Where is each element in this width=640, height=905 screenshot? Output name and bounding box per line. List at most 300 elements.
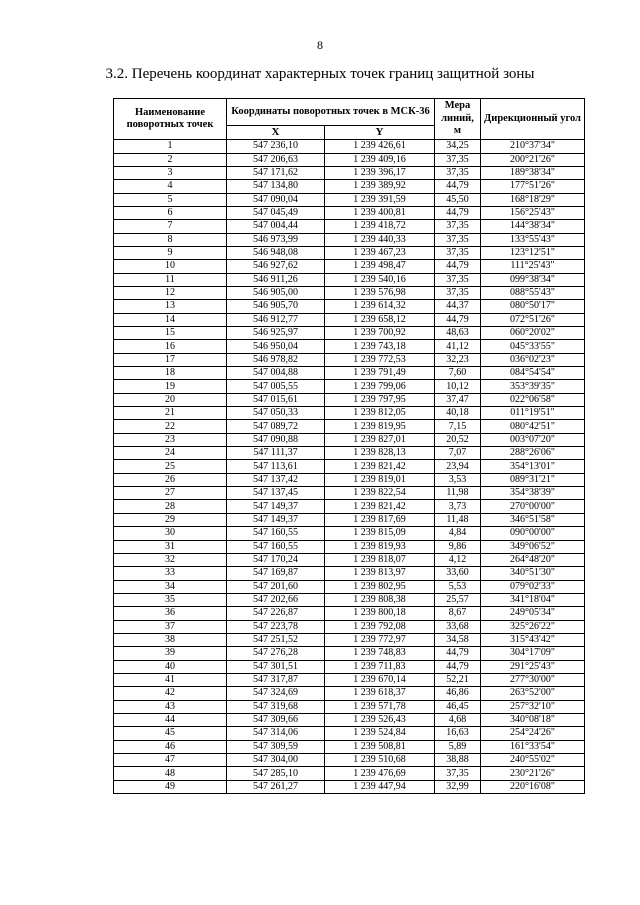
line-length-cell: 44,79 — [435, 647, 481, 660]
x-coordinate-cell: 547 276,28 — [227, 647, 325, 660]
direction-angle-cell: 240°55'02" — [481, 754, 585, 767]
point-number-cell: 35 — [114, 593, 227, 606]
y-coordinate-cell: 1 239 821,42 — [325, 500, 435, 513]
point-number-cell: 5 — [114, 193, 227, 206]
line-length-cell: 9,86 — [435, 540, 481, 553]
direction-angle-cell: 200°21'26" — [481, 153, 585, 166]
direction-angle-cell: 011°19'51" — [481, 407, 585, 420]
x-coordinate-cell: 547 137,45 — [227, 487, 325, 500]
line-length-cell: 25,57 — [435, 593, 481, 606]
y-coordinate-cell: 1 239 498,47 — [325, 260, 435, 273]
direction-angle-cell: 111°25'43" — [481, 260, 585, 273]
table-row — [114, 313, 585, 326]
direction-angle-cell: 089°31'21" — [481, 473, 585, 486]
direction-angle-cell: 022°06'58" — [481, 393, 585, 406]
x-coordinate-cell: 547 314,06 — [227, 727, 325, 740]
point-number-cell: 4 — [114, 180, 227, 193]
point-number-cell: 25 — [114, 460, 227, 473]
x-coordinate-cell: 547 004,44 — [227, 220, 325, 233]
x-coordinate-cell: 547 170,24 — [227, 553, 325, 566]
point-number-cell: 28 — [114, 500, 227, 513]
point-number-cell: 6 — [114, 206, 227, 219]
table-row — [114, 487, 585, 500]
point-number-cell: 42 — [114, 687, 227, 700]
table-row — [114, 553, 585, 566]
table-row — [114, 433, 585, 446]
y-coordinate-cell: 1 239 700,92 — [325, 327, 435, 340]
y-coordinate-cell: 1 239 440,33 — [325, 233, 435, 246]
x-coordinate-cell: 546 978,82 — [227, 353, 325, 366]
direction-angle-cell: 325°26'22" — [481, 620, 585, 633]
line-length-cell: 48,63 — [435, 327, 481, 340]
direction-angle-cell: 189°38'34" — [481, 166, 585, 179]
y-coordinate-cell: 1 239 571,78 — [325, 700, 435, 713]
line-length-cell: 44,79 — [435, 180, 481, 193]
table-row — [114, 593, 585, 606]
point-number-cell: 11 — [114, 273, 227, 286]
table-row — [114, 180, 585, 193]
point-number-cell: 27 — [114, 487, 227, 500]
y-coordinate-cell: 1 239 576,98 — [325, 286, 435, 299]
direction-angle-cell: 144°38'34" — [481, 220, 585, 233]
table-row — [114, 340, 585, 353]
y-coordinate-cell: 1 239 772,97 — [325, 633, 435, 646]
header-line-length: Мера линий, м — [435, 99, 481, 140]
table-row — [114, 620, 585, 633]
x-coordinate-cell: 547 309,59 — [227, 740, 325, 753]
point-number-cell: 40 — [114, 660, 227, 673]
y-coordinate-cell: 1 239 391,59 — [325, 193, 435, 206]
direction-angle-cell: 354°38'39" — [481, 487, 585, 500]
point-number-cell: 1 — [114, 140, 227, 153]
point-number-cell: 15 — [114, 327, 227, 340]
line-length-cell: 37,35 — [435, 767, 481, 780]
point-number-cell: 49 — [114, 780, 227, 793]
table-row — [114, 673, 585, 686]
line-length-cell: 37,35 — [435, 273, 481, 286]
y-coordinate-cell: 1 239 821,42 — [325, 460, 435, 473]
table-row — [114, 633, 585, 646]
y-coordinate-cell: 1 239 817,69 — [325, 513, 435, 526]
point-number-cell: 29 — [114, 513, 227, 526]
y-coordinate-cell: 1 239 813,97 — [325, 567, 435, 580]
line-length-cell: 7,07 — [435, 447, 481, 460]
point-number-cell: 16 — [114, 340, 227, 353]
y-coordinate-cell: 1 239 827,01 — [325, 433, 435, 446]
x-coordinate-cell: 546 905,70 — [227, 300, 325, 313]
line-length-cell: 37,35 — [435, 246, 481, 259]
direction-angle-cell: 156°25'43" — [481, 206, 585, 219]
x-coordinate-cell: 547 149,37 — [227, 513, 325, 526]
table-row — [114, 580, 585, 593]
line-length-cell: 44,79 — [435, 313, 481, 326]
x-coordinate-cell: 547 015,61 — [227, 393, 325, 406]
line-length-cell: 4,68 — [435, 713, 481, 726]
y-coordinate-cell: 1 239 426,61 — [325, 140, 435, 153]
y-coordinate-cell: 1 239 400,81 — [325, 206, 435, 219]
line-length-cell: 11,98 — [435, 487, 481, 500]
line-length-cell: 37,35 — [435, 233, 481, 246]
line-length-cell: 34,58 — [435, 633, 481, 646]
x-coordinate-cell: 547 134,80 — [227, 180, 325, 193]
x-coordinate-cell: 547 317,87 — [227, 673, 325, 686]
y-coordinate-cell: 1 239 828,13 — [325, 447, 435, 460]
page-number: 8 — [317, 38, 323, 52]
table-row — [114, 153, 585, 166]
direction-angle-cell: 072°51'26" — [481, 313, 585, 326]
x-coordinate-cell: 546 905,00 — [227, 286, 325, 299]
x-coordinate-cell: 547 324,69 — [227, 687, 325, 700]
direction-angle-cell: 291°25'43" — [481, 660, 585, 673]
direction-angle-cell: 340°08'18" — [481, 713, 585, 726]
x-coordinate-cell: 547 309,66 — [227, 713, 325, 726]
direction-angle-cell: 346°51'58" — [481, 513, 585, 526]
point-number-cell: 45 — [114, 727, 227, 740]
y-coordinate-cell: 1 239 791,49 — [325, 367, 435, 380]
line-length-cell: 4,12 — [435, 553, 481, 566]
direction-angle-cell: 315°43'42" — [481, 633, 585, 646]
x-coordinate-cell: 546 925,97 — [227, 327, 325, 340]
table-row — [114, 727, 585, 740]
line-length-cell: 45,50 — [435, 193, 481, 206]
direction-angle-cell: 210°37'34" — [481, 140, 585, 153]
table-body — [114, 140, 585, 794]
point-number-cell: 17 — [114, 353, 227, 366]
point-number-cell: 26 — [114, 473, 227, 486]
x-coordinate-cell: 547 236,10 — [227, 140, 325, 153]
table-row — [114, 687, 585, 700]
point-number-cell: 30 — [114, 527, 227, 540]
direction-angle-cell: 080°42'51" — [481, 420, 585, 433]
direction-angle-cell: 349°06'52" — [481, 540, 585, 553]
y-coordinate-cell: 1 239 792,08 — [325, 620, 435, 633]
x-coordinate-cell: 546 950,04 — [227, 340, 325, 353]
table-row — [114, 393, 585, 406]
y-coordinate-cell: 1 239 447,94 — [325, 780, 435, 793]
table-row — [114, 273, 585, 286]
line-length-cell: 44,79 — [435, 206, 481, 219]
y-coordinate-cell: 1 239 389,92 — [325, 180, 435, 193]
point-number-cell: 14 — [114, 313, 227, 326]
direction-angle-cell: 099°38'34" — [481, 273, 585, 286]
direction-angle-cell: 264°48'20" — [481, 553, 585, 566]
table-row — [114, 513, 585, 526]
x-coordinate-cell: 547 090,88 — [227, 433, 325, 446]
y-coordinate-cell: 1 239 526,43 — [325, 713, 435, 726]
table-row — [114, 420, 585, 433]
x-coordinate-cell: 546 948,08 — [227, 246, 325, 259]
table-row — [114, 567, 585, 580]
point-number-cell: 18 — [114, 367, 227, 380]
line-length-cell: 11,48 — [435, 513, 481, 526]
point-number-cell: 13 — [114, 300, 227, 313]
y-coordinate-cell: 1 239 658,12 — [325, 313, 435, 326]
direction-angle-cell: 270°00'00" — [481, 500, 585, 513]
line-length-cell: 41,12 — [435, 340, 481, 353]
y-coordinate-cell: 1 239 822,54 — [325, 487, 435, 500]
table-row — [114, 754, 585, 767]
point-number-cell: 37 — [114, 620, 227, 633]
y-coordinate-cell: 1 239 396,17 — [325, 166, 435, 179]
y-coordinate-cell: 1 239 508,81 — [325, 740, 435, 753]
line-length-cell: 34,25 — [435, 140, 481, 153]
point-number-cell: 22 — [114, 420, 227, 433]
direction-angle-cell: 084°54'54" — [481, 367, 585, 380]
header-y: Y — [325, 126, 435, 140]
direction-angle-cell: 249°05'34" — [481, 607, 585, 620]
direction-angle-cell: 123°12'51" — [481, 246, 585, 259]
x-coordinate-cell: 547 251,52 — [227, 633, 325, 646]
line-length-cell: 46,45 — [435, 700, 481, 713]
direction-angle-cell: 263°52'00" — [481, 687, 585, 700]
line-length-cell: 33,60 — [435, 567, 481, 580]
point-number-cell: 34 — [114, 580, 227, 593]
table-row — [114, 527, 585, 540]
table-row — [114, 206, 585, 219]
table-row — [114, 473, 585, 486]
table-row — [114, 220, 585, 233]
table-row — [114, 740, 585, 753]
y-coordinate-cell: 1 239 819,95 — [325, 420, 435, 433]
y-coordinate-cell: 1 239 418,72 — [325, 220, 435, 233]
line-length-cell: 4,84 — [435, 527, 481, 540]
y-coordinate-cell: 1 239 815,09 — [325, 527, 435, 540]
point-number-cell: 31 — [114, 540, 227, 553]
point-number-cell: 24 — [114, 447, 227, 460]
x-coordinate-cell: 547 149,37 — [227, 500, 325, 513]
point-number-cell: 41 — [114, 673, 227, 686]
x-coordinate-cell: 547 223,78 — [227, 620, 325, 633]
table-row — [114, 353, 585, 366]
direction-angle-cell: 254°24'26" — [481, 727, 585, 740]
direction-angle-cell: 079°02'33" — [481, 580, 585, 593]
line-length-cell: 44,37 — [435, 300, 481, 313]
point-number-cell: 32 — [114, 553, 227, 566]
direction-angle-cell: 045°33'55" — [481, 340, 585, 353]
y-coordinate-cell: 1 239 510,68 — [325, 754, 435, 767]
header-x: X — [227, 126, 325, 140]
x-coordinate-cell: 547 301,51 — [227, 660, 325, 673]
point-number-cell: 12 — [114, 286, 227, 299]
x-coordinate-cell: 547 160,55 — [227, 540, 325, 553]
line-length-cell: 37,35 — [435, 166, 481, 179]
y-coordinate-cell: 1 239 819,93 — [325, 540, 435, 553]
point-number-cell: 33 — [114, 567, 227, 580]
direction-angle-cell: 304°17'09" — [481, 647, 585, 660]
table-row — [114, 500, 585, 513]
table-row — [114, 327, 585, 340]
line-length-cell: 52,21 — [435, 673, 481, 686]
x-coordinate-cell: 547 202,66 — [227, 593, 325, 606]
header-point-name: Наименование поворотных точек — [114, 99, 227, 140]
direction-angle-cell: 161°33'54" — [481, 740, 585, 753]
point-number-cell: 47 — [114, 754, 227, 767]
point-number-cell: 19 — [114, 380, 227, 393]
table-row — [114, 407, 585, 420]
line-length-cell: 8,67 — [435, 607, 481, 620]
direction-angle-cell: 354°13'01" — [481, 460, 585, 473]
point-number-cell: 46 — [114, 740, 227, 753]
direction-angle-cell: 177°51'26" — [481, 180, 585, 193]
y-coordinate-cell: 1 239 772,53 — [325, 353, 435, 366]
x-coordinate-cell: 547 004,88 — [227, 367, 325, 380]
table-row — [114, 540, 585, 553]
table-row — [114, 780, 585, 793]
point-number-cell: 43 — [114, 700, 227, 713]
y-coordinate-cell: 1 239 797,95 — [325, 393, 435, 406]
y-coordinate-cell: 1 239 802,95 — [325, 580, 435, 593]
table-row — [114, 166, 585, 179]
x-coordinate-cell: 547 201,60 — [227, 580, 325, 593]
y-coordinate-cell: 1 239 800,18 — [325, 607, 435, 620]
x-coordinate-cell: 546 927,62 — [227, 260, 325, 273]
x-coordinate-cell: 547 090,04 — [227, 193, 325, 206]
line-length-cell: 40,18 — [435, 407, 481, 420]
direction-angle-cell: 341°18'04" — [481, 593, 585, 606]
x-coordinate-cell: 547 206,63 — [227, 153, 325, 166]
table-row — [114, 460, 585, 473]
direction-angle-cell: 168°18'29" — [481, 193, 585, 206]
point-number-cell: 9 — [114, 246, 227, 259]
table-row — [114, 700, 585, 713]
x-coordinate-cell: 547 169,87 — [227, 567, 325, 580]
line-length-cell: 37,35 — [435, 153, 481, 166]
y-coordinate-cell: 1 239 614,32 — [325, 300, 435, 313]
x-coordinate-cell: 546 911,26 — [227, 273, 325, 286]
table-row — [114, 607, 585, 620]
point-number-cell: 38 — [114, 633, 227, 646]
y-coordinate-cell: 1 239 540,16 — [325, 273, 435, 286]
line-length-cell: 16,63 — [435, 727, 481, 740]
direction-angle-cell: 003°07'20" — [481, 433, 585, 446]
x-coordinate-cell: 546 973,99 — [227, 233, 325, 246]
line-length-cell: 10,12 — [435, 380, 481, 393]
point-number-cell: 7 — [114, 220, 227, 233]
direction-angle-cell: 340°51'30" — [481, 567, 585, 580]
direction-angle-cell: 353°39'35" — [481, 380, 585, 393]
y-coordinate-cell: 1 239 818,07 — [325, 553, 435, 566]
direction-angle-cell: 060°20'02" — [481, 327, 585, 340]
x-coordinate-cell: 547 089,72 — [227, 420, 325, 433]
line-length-cell: 7,60 — [435, 367, 481, 380]
point-number-cell: 23 — [114, 433, 227, 446]
table-row — [114, 246, 585, 259]
direction-angle-cell: 277°30'00" — [481, 673, 585, 686]
y-coordinate-cell: 1 239 799,06 — [325, 380, 435, 393]
y-coordinate-cell: 1 239 808,38 — [325, 593, 435, 606]
line-length-cell: 44,79 — [435, 660, 481, 673]
x-coordinate-cell: 547 304,00 — [227, 754, 325, 767]
y-coordinate-cell: 1 239 409,16 — [325, 153, 435, 166]
coordinates-table — [113, 98, 585, 794]
line-length-cell: 37,35 — [435, 286, 481, 299]
point-number-cell: 44 — [114, 713, 227, 726]
direction-angle-cell: 288°26'06" — [481, 447, 585, 460]
line-length-cell: 5,89 — [435, 740, 481, 753]
x-coordinate-cell: 546 912,77 — [227, 313, 325, 326]
y-coordinate-cell: 1 239 743,18 — [325, 340, 435, 353]
line-length-cell: 46,86 — [435, 687, 481, 700]
point-number-cell: 21 — [114, 407, 227, 420]
y-coordinate-cell: 1 239 819,01 — [325, 473, 435, 486]
table-row — [114, 713, 585, 726]
section-heading: 3.2. Перечень координат характерных точек границ защитной зоны — [105, 66, 535, 82]
table-row — [114, 260, 585, 273]
line-length-cell: 37,47 — [435, 393, 481, 406]
direction-angle-cell: 036°02'23" — [481, 353, 585, 366]
x-coordinate-cell: 547 050,33 — [227, 407, 325, 420]
table-row — [114, 767, 585, 780]
point-number-cell: 39 — [114, 647, 227, 660]
line-length-cell: 37,35 — [435, 220, 481, 233]
y-coordinate-cell: 1 239 812,05 — [325, 407, 435, 420]
point-number-cell: 2 — [114, 153, 227, 166]
y-coordinate-cell: 1 239 618,37 — [325, 687, 435, 700]
point-number-cell: 20 — [114, 393, 227, 406]
x-coordinate-cell: 547 113,61 — [227, 460, 325, 473]
table-row — [114, 647, 585, 660]
line-length-cell: 3,73 — [435, 500, 481, 513]
table-row — [114, 140, 585, 153]
y-coordinate-cell: 1 239 670,14 — [325, 673, 435, 686]
table-row — [114, 286, 585, 299]
header-direction-angle: Дирекционный угол — [481, 99, 585, 140]
table-row — [114, 447, 585, 460]
point-number-cell: 8 — [114, 233, 227, 246]
y-coordinate-cell: 1 239 467,23 — [325, 246, 435, 259]
line-length-cell: 20,52 — [435, 433, 481, 446]
line-length-cell: 44,79 — [435, 260, 481, 273]
table-row — [114, 300, 585, 313]
line-length-cell: 3,53 — [435, 473, 481, 486]
point-number-cell: 36 — [114, 607, 227, 620]
direction-angle-cell: 133°55'43" — [481, 233, 585, 246]
table-row — [114, 233, 585, 246]
line-length-cell: 38,88 — [435, 754, 481, 767]
point-number-cell: 10 — [114, 260, 227, 273]
y-coordinate-cell: 1 239 476,69 — [325, 767, 435, 780]
y-coordinate-cell: 1 239 524,84 — [325, 727, 435, 740]
direction-angle-cell: 257°32'10" — [481, 700, 585, 713]
x-coordinate-cell: 547 111,37 — [227, 447, 325, 460]
x-coordinate-cell: 547 261,27 — [227, 780, 325, 793]
direction-angle-cell: 088°55'43" — [481, 286, 585, 299]
direction-angle-cell: 080°50'17" — [481, 300, 585, 313]
direction-angle-cell: 230°21'26" — [481, 767, 585, 780]
y-coordinate-cell: 1 239 711,83 — [325, 660, 435, 673]
table-row — [114, 380, 585, 393]
x-coordinate-cell: 547 137,42 — [227, 473, 325, 486]
x-coordinate-cell: 547 319,68 — [227, 700, 325, 713]
table-row — [114, 367, 585, 380]
line-length-cell: 33,68 — [435, 620, 481, 633]
header-coordinates: Координаты поворотных точек в МСК-36 — [227, 99, 435, 126]
x-coordinate-cell: 547 171,62 — [227, 166, 325, 179]
table-row — [114, 660, 585, 673]
line-length-cell: 7,15 — [435, 420, 481, 433]
line-length-cell: 32,23 — [435, 353, 481, 366]
line-length-cell: 23,94 — [435, 460, 481, 473]
point-number-cell: 3 — [114, 166, 227, 179]
y-coordinate-cell: 1 239 748,83 — [325, 647, 435, 660]
direction-angle-cell: 090°00'00" — [481, 527, 585, 540]
x-coordinate-cell: 547 045,49 — [227, 206, 325, 219]
line-length-cell: 5,53 — [435, 580, 481, 593]
table-row — [114, 193, 585, 206]
direction-angle-cell: 220°16'08" — [481, 780, 585, 793]
point-number-cell: 48 — [114, 767, 227, 780]
x-coordinate-cell: 547 226,87 — [227, 607, 325, 620]
